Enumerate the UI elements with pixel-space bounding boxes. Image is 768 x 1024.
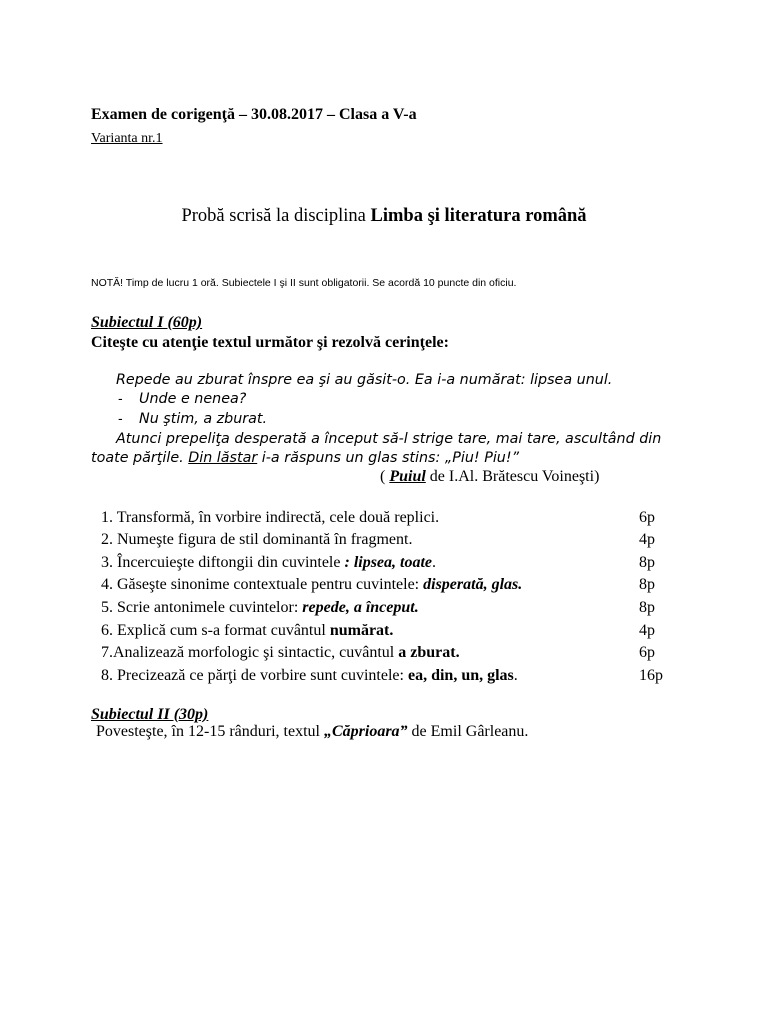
title-prefix: Probă scrisă la disciplina bbox=[181, 206, 371, 226]
text-line-5-end: i-a răspuns un glas stins: „Piu! Piu!” bbox=[257, 450, 519, 466]
task-emphasis: a zburat. bbox=[398, 644, 460, 661]
task-text: 6. Explică cum s-a format cuvântul bbox=[101, 622, 330, 639]
task-2 bbox=[101, 531, 412, 549]
task-text: 5. Scrie antonimele cuvintelor: bbox=[101, 599, 303, 616]
task-text: 8. Precizează ce părţi de vorbire sunt cuvintele: bbox=[101, 667, 408, 684]
subject2-task-start: Povesteşte, în 12-15 rânduri, textul bbox=[96, 723, 324, 740]
task-5-points: 8p bbox=[639, 599, 655, 616]
subject1-instruction: Citeşte cu atenţie textul următor şi rezolvă cerinţele: bbox=[91, 334, 449, 351]
task-text: 1. Transformă, în vorbire indirectă, cele două replici. bbox=[101, 509, 440, 526]
text-source bbox=[380, 468, 599, 486]
task-4 bbox=[101, 576, 522, 594]
title-subject: Limba şi literatura română bbox=[370, 206, 587, 226]
subject2-work-title: „Căprioara” bbox=[323, 723, 408, 740]
task-text: 2. Numeşte figura de stil dominantă în fragment. bbox=[101, 531, 413, 548]
task-7 bbox=[101, 644, 460, 662]
subject2-heading: Subiectul II (30p) bbox=[91, 706, 209, 723]
task-1 bbox=[101, 509, 439, 527]
variant-label: Varianta nr.1 bbox=[91, 131, 163, 146]
dialogue-dash-2: - bbox=[118, 410, 123, 426]
task-emphasis: numărat. bbox=[329, 622, 394, 639]
task-emphasis: : lipsea, toate bbox=[344, 554, 433, 571]
task-emphasis: disperată, glas. bbox=[423, 576, 523, 593]
text-line-2: Unde e nenea? bbox=[139, 391, 247, 407]
source-open: ( bbox=[380, 468, 390, 485]
task-tail: . bbox=[513, 667, 518, 684]
text-line-5 bbox=[91, 450, 519, 466]
task-3-points: 8p bbox=[639, 554, 655, 571]
task-emphasis: ea, din, un, glas bbox=[407, 667, 514, 684]
task-1-points: 6p bbox=[639, 509, 655, 526]
subject2-task bbox=[96, 723, 528, 741]
page-title bbox=[0, 206, 768, 227]
subject2-task-end: de Emil Gârleanu. bbox=[407, 723, 529, 740]
source-author: de I.Al. Brătescu Voineşti) bbox=[425, 468, 600, 485]
note-text: NOTĂ! Timp de lucru 1 oră. Subiectele I şi II sunt obligatorii. Se acordă 10 puncte din oficiu. bbox=[91, 277, 517, 289]
task-text: 7.Analizează morfologic şi sintactic, cuvântul bbox=[101, 644, 399, 661]
task-4-points: 8p bbox=[639, 576, 655, 593]
subject1-heading: Subiectul I (60p) bbox=[91, 314, 203, 331]
task-8-points: 16p bbox=[639, 667, 663, 684]
task-6 bbox=[101, 622, 393, 640]
text-underlined-phrase: Din lăstar bbox=[188, 450, 258, 466]
text-line-5-start: toate părţile. bbox=[91, 450, 189, 466]
task-emphasis: repede, a început. bbox=[302, 599, 419, 616]
exam-title: Examen de corigenţă – 30.08.2017 – Clasa a V-a bbox=[91, 106, 417, 123]
task-7-points: 6p bbox=[639, 644, 655, 661]
dialogue-dash-1: - bbox=[118, 390, 123, 406]
text-line-4: Atunci prepeliţa desperată a început să-l strige tare, mai tare, ascultând din bbox=[116, 431, 662, 447]
task-3 bbox=[101, 554, 436, 572]
task-6-points: 4p bbox=[639, 622, 655, 639]
text-line-1: Repede au zburat înspre ea şi au găsit-o. Ea i-a numărat: lipsea unul. bbox=[116, 372, 613, 388]
source-work: Puiul bbox=[389, 468, 426, 485]
text-line-3: Nu ştim, a zburat. bbox=[139, 411, 268, 427]
task-8 bbox=[101, 667, 518, 685]
task-text: 3. Încercuieşte diftongii din cuvintele bbox=[101, 554, 345, 571]
task-5 bbox=[101, 599, 419, 617]
task-text: 4. Găseşte sinonime contextuale pentru cuvintele: bbox=[101, 576, 424, 593]
task-2-points: 4p bbox=[639, 531, 655, 548]
task-tail: . bbox=[432, 554, 437, 571]
